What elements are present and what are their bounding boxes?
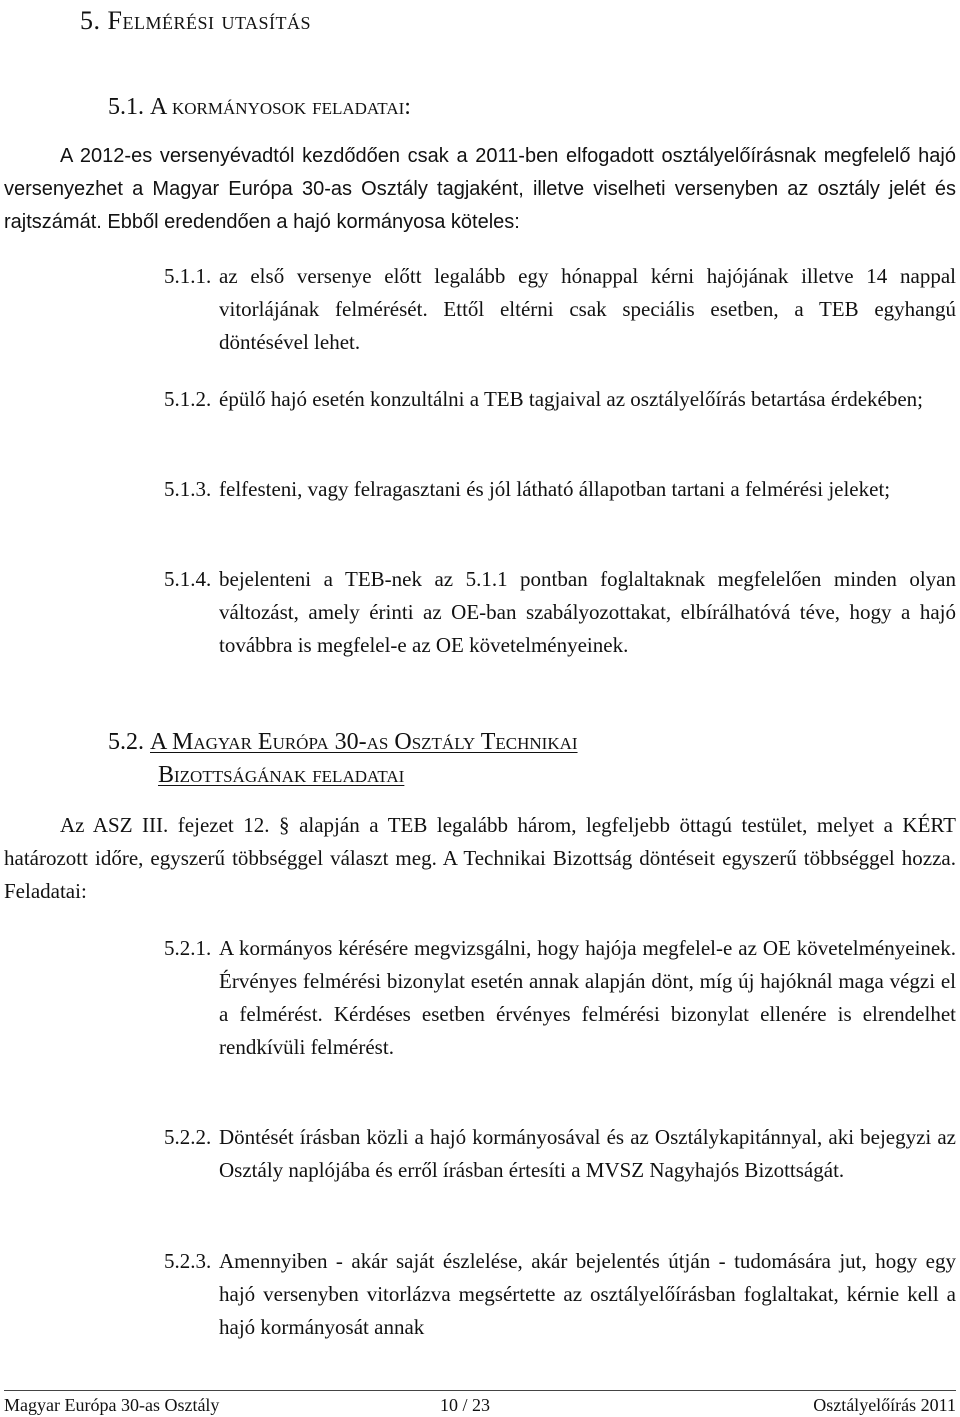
section-heading <box>80 4 311 38</box>
item-text: felfesteni, vagy felragasztani és jól látható állapotban tartani a felmérési jeleket; <box>219 477 891 501</box>
list-item <box>164 473 956 506</box>
subsection-heading-5-2 <box>108 726 578 792</box>
item-text: bejelenteni a TEB-nek az 5.1.1 pontban foglaltaknak megfelelően minden olyan változást, amely érinti az OE-ban szabályozottakat, elbírálhatóvá téve, hogy a hajó továbbra is megfelel-e az OE követelményeinek. <box>219 567 956 657</box>
intro-paragraph-5-2 <box>4 809 956 908</box>
page-number: 10 / 23 <box>440 1395 491 1415</box>
list-item <box>164 1121 956 1187</box>
subsection-heading-5-1 <box>108 90 411 124</box>
item-number: 5.1.3. <box>164 477 212 501</box>
item-number: 5.2.1. <box>164 936 212 960</box>
item-number: 5.1.2. <box>164 387 212 411</box>
item-text: épülő hajó esetén konzultálni a TEB tagjaival az osztályelőírás betartása érdekében; <box>219 387 923 411</box>
item-number: 5.2.2. <box>164 1125 212 1149</box>
subsection-title: A kormányosok feladatai: <box>150 94 411 120</box>
section-number: 5. <box>80 6 101 35</box>
item-number: 5.1.4. <box>164 567 212 591</box>
item-text: az első versenye előtt legalább egy hónappal kérni hajójának illetve 14 nappal vitorlájának felmérését. Ettől eltérni csak speciális esetben, a TEB egyhangú döntésével lehet. <box>219 264 956 354</box>
list-item <box>164 1245 956 1344</box>
subsection-number: 5.1. <box>108 94 144 120</box>
list-item <box>164 932 956 1064</box>
intro-text: A 2012-es versenyévadtól kezdődően csak a 2011-ben elfogadott osztályelőírásnak megfelelő hajó versenyezhet a Magyar Európa 30-as Osztály tagjaként, illetve viselheti versenyben az osztály jelét és rajtszámát. Ebből eredendően a hajó kormányosa köteles: <box>4 145 956 233</box>
list-item <box>164 563 956 662</box>
footer-left: Magyar Európa 30-as Osztály <box>4 1395 220 1415</box>
item-text: Döntését írásban közli a hajó kormányosával és az Osztálykapitánnyal, aki bejegyzi az Osztály naplójába és erről írásban értesíti a MVSZ Nagyhajós Bizottságát. <box>219 1125 956 1182</box>
list-item <box>164 260 956 359</box>
subsection-title-line2: Bizottságának feladatai <box>158 762 405 788</box>
item-number: 5.1.1. <box>164 264 212 288</box>
footer-right: Osztályelőírás 2011 <box>813 1395 956 1415</box>
section-title: Felmérési utasítás <box>107 6 312 35</box>
list-item <box>164 383 956 416</box>
page-footer <box>4 1390 956 1415</box>
item-text: A kormányos kérésére megvizsgálni, hogy hajója megfelel-e az OE követelményeinek. Érvényes felmérési bizonylat esetén annak alapján dönt, míg új hajóknál maga végzi el a felmérést. Kérdéses esetben érvényes felmérési bizonylat ellenére is elrendelhet rendkívüli felmérést. <box>219 936 956 1059</box>
intro-text: Az ASZ III. fejezet 12. § alapján a TEB legalább három, legfeljebb öttagú testület, melyet a KÉRT határozott időre, egyszerű többséggel választ meg. A Technikai Bizottság döntéseit egyszerű többséggel hozza. Feladatai: <box>4 813 956 903</box>
subsection-number: 5.2. <box>108 729 144 755</box>
item-text: Amennyiben - akár saját észlelése, akár bejelentés útján - tudomására jut, hogy egy hajó versenyben vitorlázva megsértette az osztályelőírásban foglaltakat, kérnie kell a hajó kormányosát annak <box>219 1249 956 1339</box>
intro-paragraph-5-1 <box>4 140 956 239</box>
item-number: 5.2.3. <box>164 1249 212 1273</box>
subsection-title-line1: A Magyar Európa 30-as Osztály Technikai <box>150 729 578 755</box>
